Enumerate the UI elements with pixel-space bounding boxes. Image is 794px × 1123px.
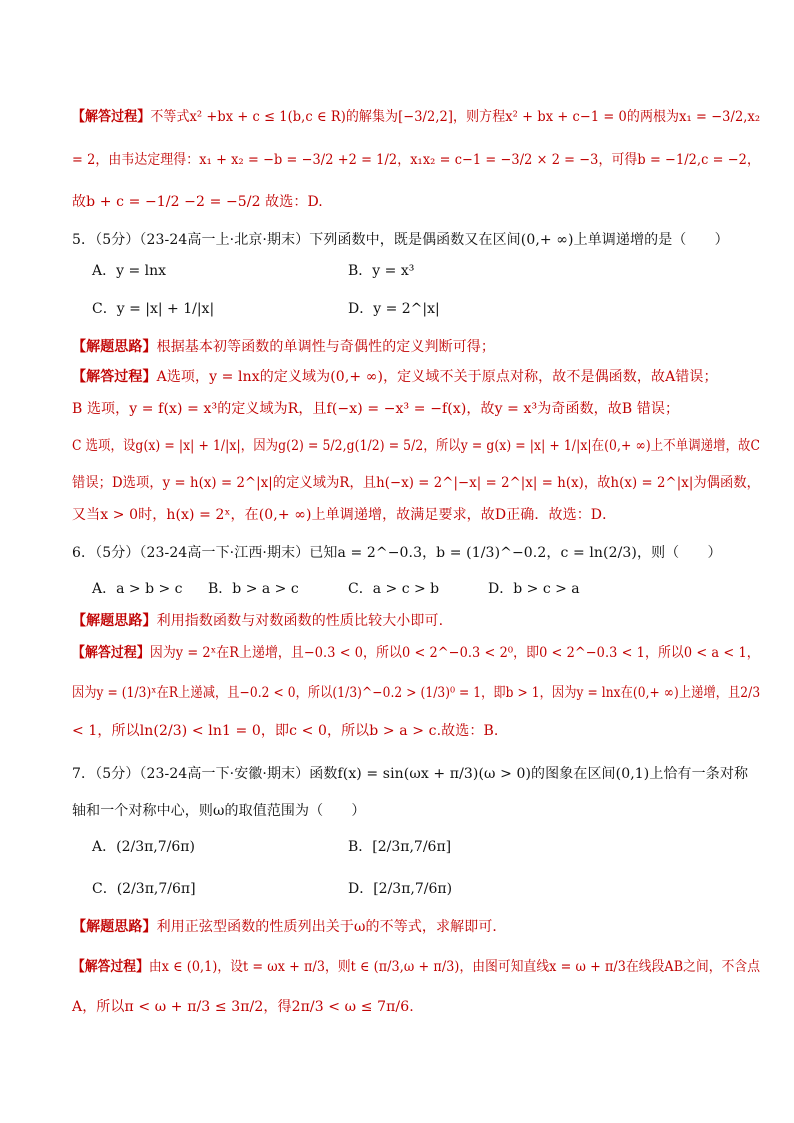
solution-process-tag: 【解答过程】 bbox=[72, 959, 149, 975]
q5-solution-line-3: C 选项，设g(x) = |x| + 1/|x|，因为g(2) = 5/2,g(1/2) = 5/2，所以y = g(x) = |x| + 1/|x|在(0,+ ∞)上不单调递增，故C bbox=[72, 438, 761, 454]
solution-process-tag: 【解答过程】 bbox=[72, 645, 150, 661]
solution-process-tag: 【解答过程】 bbox=[72, 369, 157, 385]
q6-stem: 6．（5分）（23-24高一下·江西·期末）已知a = 2^−0.3，b = (1/3)^−0.2，c = ln(2/3)，则（ ） bbox=[72, 545, 722, 561]
p4-solution-line-1: 【解答过程】不等式x² +bx + c ≤ 1(b,c ∈ R)的解集为[−3/2,2]，则方程x² + bx + c−1 = 0的两根为x₁ = −3/2,x₂ bbox=[72, 109, 761, 125]
q6-solution-line-3: < 1，所以ln(2/3) < ln1 = 0，即c < 0，所以b > a > c.故选：B. bbox=[72, 723, 499, 739]
q6-idea: 【解题思路】利用指数函数与对数函数的性质比较大小即可. bbox=[72, 613, 444, 629]
solution-process-tag: 【解答过程】 bbox=[72, 109, 151, 125]
solution-idea-tag: 【解题思路】 bbox=[72, 919, 157, 935]
p4-solution-line-2: = 2，由韦达定理得：x₁ + x₂ = −b = −3/2 +2 = 1/2，x₁x₂ = c−1 = −3/2 × 2 = −3，可得b = −1/2,c = −2， bbox=[72, 152, 760, 168]
q7-idea: 【解题思路】利用正弦型函数的性质列出关于ω的不等式，求解即可． bbox=[72, 919, 507, 935]
q5-solution-line-4: 错误；D选项，y = h(x) = 2^|x|的定义域为R，且h(−x) = 2^|−x| = 2^|x| = h(x)，故h(x) = 2^|x|为偶函数， bbox=[72, 475, 760, 491]
q7-option-c: C．(2/3π,7/6π] bbox=[92, 881, 196, 897]
q5-solution-line-2: B 选项，y = f(x) = x³的定义域为R，且f(−x) = −x³ = −f(x)，故y = x³为奇函数，故B 错误； bbox=[72, 401, 680, 417]
q7-option-a: A．(2/3π,7/6π) bbox=[92, 839, 195, 855]
q7-stem-line-2: 轴和一个对称中心，则ω的取值范围为（ ） bbox=[72, 803, 366, 819]
q7-option-b: B．[2/3π,7/6π] bbox=[348, 839, 452, 855]
q6-option-d: D．b > c > a bbox=[488, 581, 580, 597]
q6-option-b: B．b > a > c bbox=[208, 581, 299, 597]
q6-solution-line-1: 【解答过程】因为y = 2ˣ在R上递增，且−0.3 < 0，所以0 < 2^−0.3 < 2⁰，即0 < 2^−0.3 < 1，所以0 < a < 1， bbox=[72, 645, 760, 661]
q5-idea: 【解题思路】根据基本初等函数的单调性与奇偶性的定义判断可得； bbox=[72, 339, 496, 355]
q6-solution-line-2: 因为y = (1/3)ˣ在R上递减，且−0.2 < 0，所以(1/3)^−0.2 > (1/3)⁰ = 1，即b > 1，因为y = lnx在(0,+ ∞)上递增，且2/3 bbox=[72, 685, 761, 701]
q5-option-c: C．y = |x| + 1/|x| bbox=[92, 301, 215, 317]
q5-stem: 5．（5分）（23-24高一上·北京·期末）下列函数中，既是偶函数又在区间(0,+ ∞)上单调递增的是（ ） bbox=[72, 232, 729, 248]
solution-idea-tag: 【解题思路】 bbox=[72, 613, 157, 629]
q6-option-c: C．a > c > b bbox=[348, 581, 440, 597]
solution-idea-tag: 【解题思路】 bbox=[72, 339, 157, 355]
q5-option-d: D．y = 2^|x| bbox=[348, 301, 440, 317]
q6-option-a: A．a > b > c bbox=[92, 581, 183, 597]
q7-option-d: D．[2/3π,7/6π) bbox=[348, 881, 453, 897]
q7-solution-line-1: 【解答过程】由x ∈ (0,1)，设t = ωx + π/3，则t ∈ (π/3,ω + π/3)，由图可知直线x = ω + π/3在线段AB之间，不含点 bbox=[72, 959, 761, 975]
q7-stem-line-1: 7．（5分）（23-24高一下·安徽·期末）函数f(x) = sin(ωx + π/3)(ω > 0)的图象在区间(0,1)上恰有一条对称 bbox=[72, 766, 749, 782]
q7-solution-line-2: A，所以π < ω + π/3 ≤ 3π/2，得2π/3 < ω ≤ 7π/6. bbox=[72, 999, 414, 1015]
p4-solution-line-3: 故b + c = −1/2 −2 = −5/2 故选：D. bbox=[72, 194, 323, 210]
q5-option-a: A．y = lnx bbox=[92, 263, 167, 279]
q5-option-b: B．y = x³ bbox=[348, 263, 415, 279]
q5-solution-line-5: 又当x > 0时，h(x) = 2ˣ，在(0,+ ∞)上单调递增，故满足要求，故D正确．故选：D． bbox=[72, 507, 617, 523]
q5-solution-line-1: 【解答过程】A选项，y = lnx的定义域为(0,+ ∞)，定义域不关于原点对称，故不是偶函数，故A错误； bbox=[72, 369, 718, 385]
